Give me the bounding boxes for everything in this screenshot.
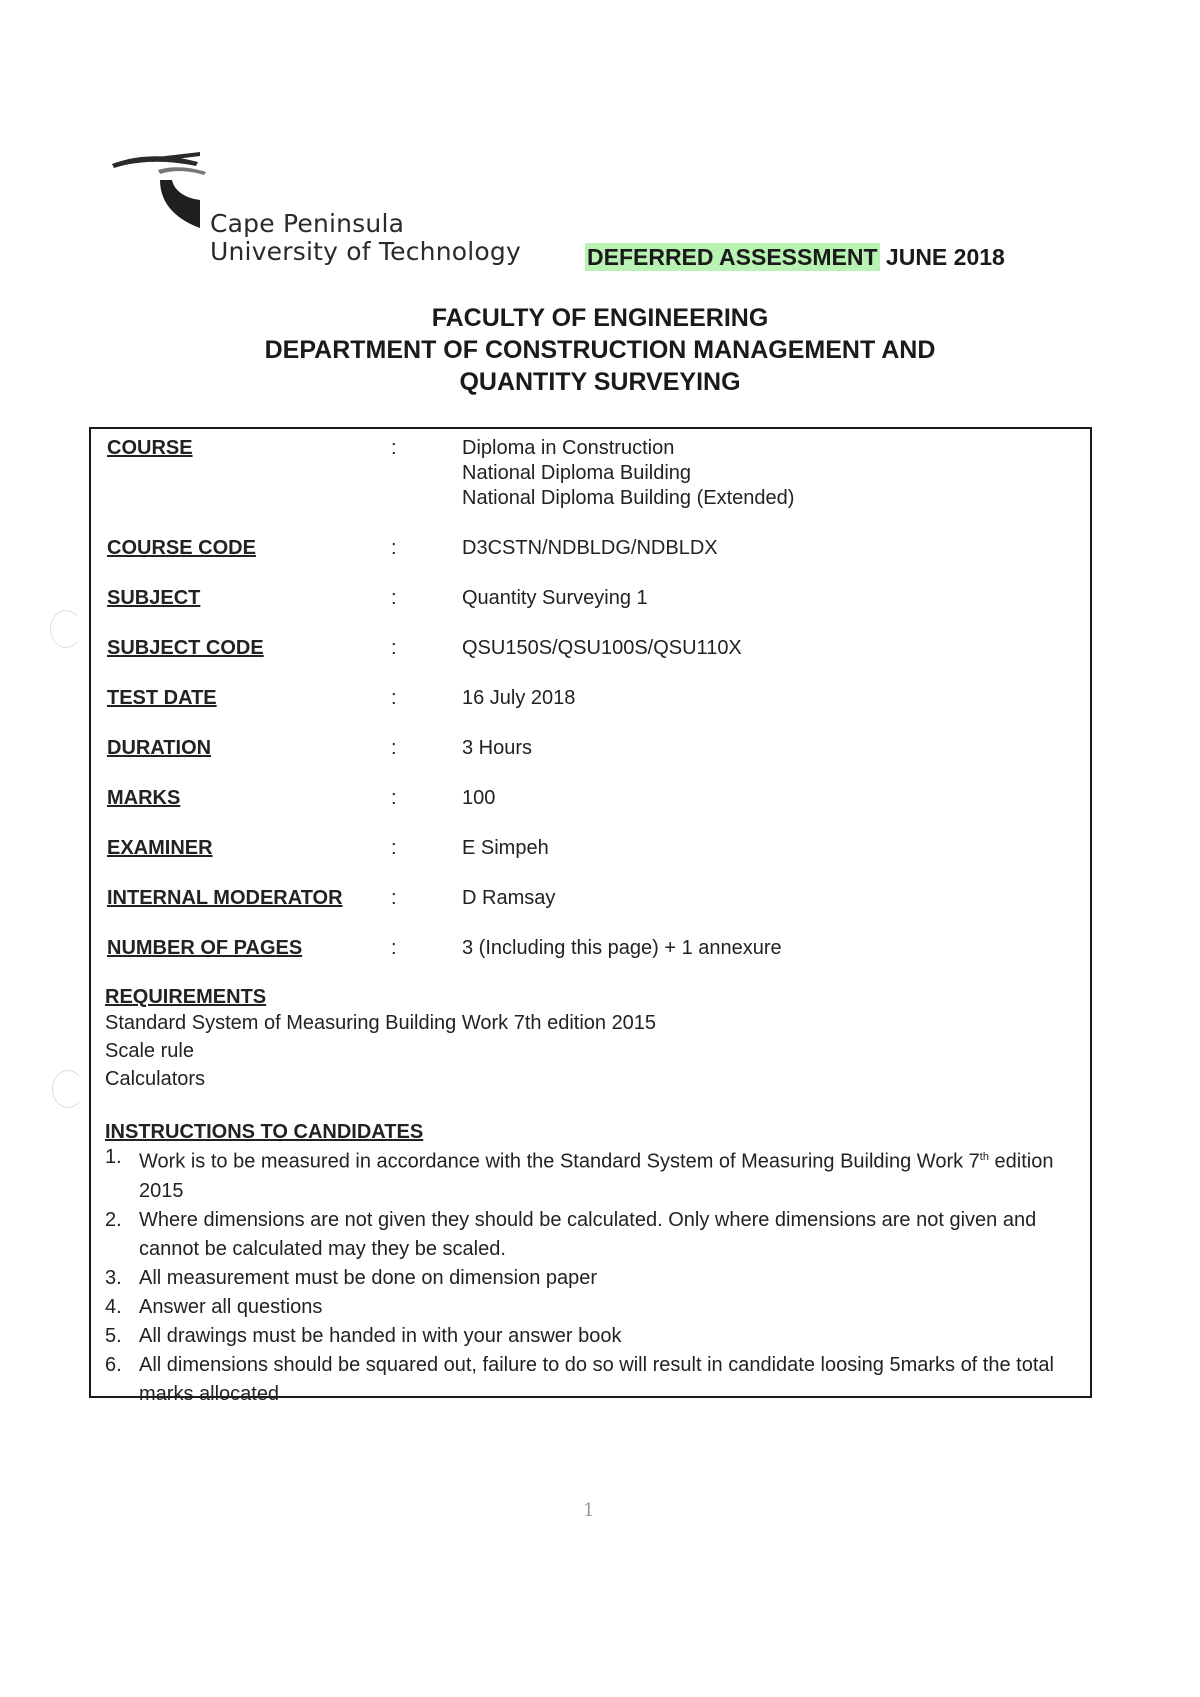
detail-value: 3 Hours xyxy=(462,737,533,759)
detail-value: D Ramsay xyxy=(462,887,556,909)
instruction-text: Answer all questions xyxy=(139,1295,323,1318)
cput-logo-emblem xyxy=(108,150,218,240)
detail-colon: : xyxy=(391,887,397,909)
detail-label: SUBJECT xyxy=(107,587,201,609)
detail-label: TEST DATE xyxy=(107,687,217,709)
instructions-title: INSTRUCTIONS TO CANDIDATES xyxy=(105,1121,424,1143)
logo-line-2: University of Technology xyxy=(210,237,521,266)
instruction-number: 2. xyxy=(105,1208,122,1231)
faculty-line-1: FACULTY OF ENGINEERING xyxy=(431,304,769,332)
course-value-1: Diploma in Construction xyxy=(462,437,675,459)
detail-label: COURSE xyxy=(107,437,193,459)
faculty-line-2: DEPARTMENT OF CONSTRUCTION MANAGEMENT AND xyxy=(264,336,936,364)
detail-label: EXAMINER xyxy=(107,837,213,859)
detail-colon: : xyxy=(391,937,397,959)
faculty-heading xyxy=(0,302,1200,398)
detail-value: 100 xyxy=(462,787,496,809)
requirements-list xyxy=(105,1009,656,1093)
requirement-item: Standard System of Measuring Building Work 7th edition 2015 xyxy=(105,1012,657,1034)
instruction-sup: th xyxy=(979,1151,989,1163)
detail-colon: : xyxy=(391,637,397,659)
detail-value: QSU150S/QSU100S/QSU110X xyxy=(462,637,742,659)
detail-value xyxy=(462,436,794,511)
logo-line-1: Cape Peninsula xyxy=(210,209,405,238)
instruction-text: All drawings must be handed in with your answer book xyxy=(139,1324,622,1347)
scan-hole-mark xyxy=(50,610,82,648)
instruction-text: All measurement must be done on dimension paper xyxy=(139,1266,598,1289)
course-value-2: National Diploma Building xyxy=(462,462,692,484)
detail-colon: : xyxy=(391,737,397,759)
requirement-item: Scale rule xyxy=(105,1040,194,1062)
instruction-text: Work is to be measured in accordance with the Standard System of Measuring Building Work 7 xyxy=(139,1150,980,1173)
course-value-3: National Diploma Building (Extended) xyxy=(462,487,795,509)
page-number: 1 xyxy=(583,1500,595,1521)
assessment-title xyxy=(585,244,1005,271)
instruction-item xyxy=(105,1264,1085,1293)
detail-value: D3CSTN/NDBLDG/NDBLDX xyxy=(462,537,718,559)
detail-colon: : xyxy=(391,787,397,809)
instruction-item xyxy=(105,1293,1085,1322)
detail-label: SUBJECT CODE xyxy=(107,637,264,659)
detail-value: Quantity Surveying 1 xyxy=(462,587,648,609)
detail-value: E Simpeh xyxy=(462,837,549,859)
requirements-title: REQUIREMENTS xyxy=(105,986,267,1008)
assessment-highlight: DEFERRED ASSESSMENT xyxy=(587,244,878,270)
detail-label: INTERNAL MODERATOR xyxy=(107,887,343,909)
details-box xyxy=(89,427,1092,1405)
scan-hole-mark xyxy=(52,1070,84,1108)
detail-label: NUMBER OF PAGES xyxy=(107,937,303,959)
requirement-item: Calculators xyxy=(105,1068,206,1090)
detail-colon: : xyxy=(391,537,397,559)
instruction-text-end: edition 2015 xyxy=(139,1150,1054,1202)
detail-colon: : xyxy=(391,437,397,459)
detail-colon: : xyxy=(391,837,397,859)
instruction-text: All dimensions should be squared out, failure to do so will result in candidate loosing 5marks of the total marks allocated xyxy=(139,1353,1054,1405)
instruction-item xyxy=(105,1351,1085,1409)
detail-label: COURSE CODE xyxy=(107,537,256,559)
detail-colon: : xyxy=(391,687,397,709)
faculty-line-3: QUANTITY SURVEYING xyxy=(459,368,741,396)
cput-logo xyxy=(108,150,528,270)
detail-colon: : xyxy=(391,587,397,609)
detail-value: 3 (Including this page) + 1 annexure xyxy=(462,937,782,959)
instruction-text: Where dimensions are not given they should be calculated. Only where dimensions are not given and cannot be calculated may they be scaled. xyxy=(139,1208,1037,1260)
detail-value: 16 July 2018 xyxy=(462,687,576,709)
instruction-number: 6. xyxy=(105,1353,122,1376)
instruction-number: 1. xyxy=(105,1146,122,1168)
instructions-list xyxy=(105,1143,1085,1409)
instruction-item xyxy=(105,1322,1085,1351)
instruction-number: 4. xyxy=(105,1295,122,1318)
detail-label: MARKS xyxy=(107,787,181,809)
detail-label: DURATION xyxy=(107,737,212,759)
instruction-number: 5. xyxy=(105,1324,122,1347)
instruction-item xyxy=(105,1206,1085,1264)
logo-wordmark xyxy=(210,210,521,266)
instruction-number: 3. xyxy=(105,1266,122,1289)
assessment-date: JUNE 2018 xyxy=(879,244,1005,270)
instruction-item xyxy=(105,1143,1085,1206)
